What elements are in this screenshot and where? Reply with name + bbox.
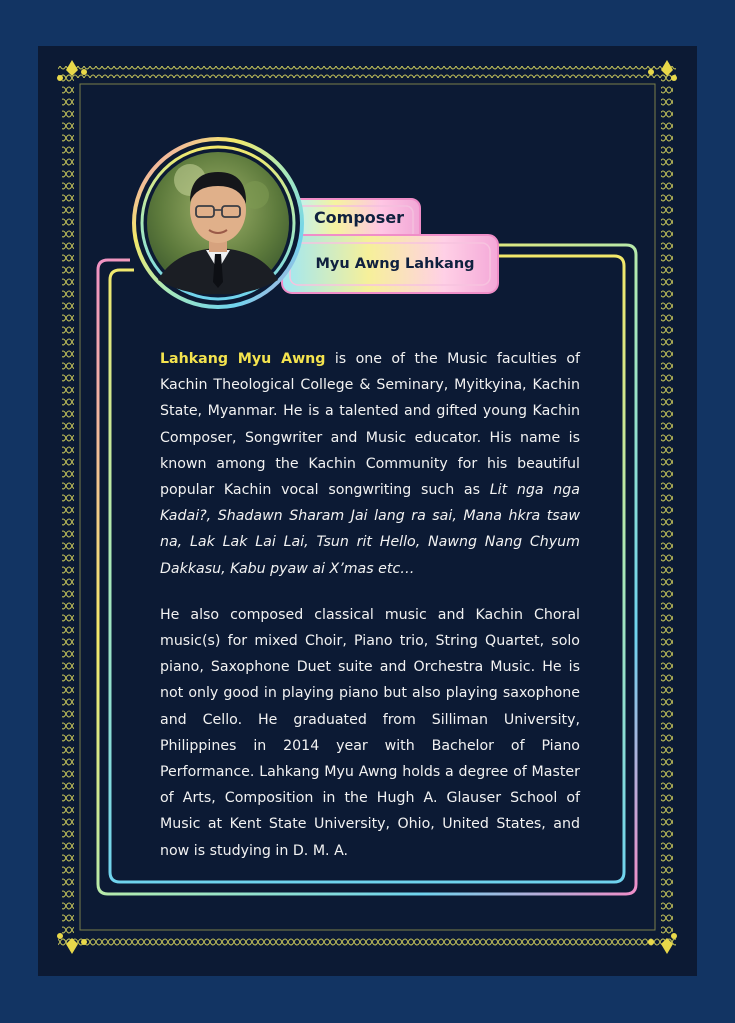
border-top: [58, 66, 676, 78]
bio-paragraph-1-text: is one of the Music faculties of Kachin Theological College & Seminary, Myitkyina, Kachin State, Myanmar. He is a talented and gifted young Kachin Composer, Songwriter and Music educator. His name is known among the Kachin Community for his beautiful popular Kachin vocal songwriting such as: [160, 351, 581, 499]
bio-paragraph-2: He also composed classical music and Kachin Choral music(s) for mixed Choir, Piano trio, String Quartet, solo piano, Saxophone Duet suite and Orchestra Music. He is not only good in playing piano but also playing saxophone and Cello. He graduated from Silliman University, Philippines in 2014 year with Bachelor of Piano Performance. Lahkang Myu Awng holds a degree of Master of Arts, Composition in the Hugh A. Glauser School of Music at Kent State University, Ohio, United States, and now is studying in D. M. A.: [160, 606, 580, 859]
border-right: [661, 72, 673, 942]
border-bottom: [58, 936, 676, 948]
border-left: [62, 72, 74, 942]
song-list: Lit nga nga Kadai?, Shadawn Sharam Jai lang ra sai, Mana hkra tsaw na, Lak Lak Lai Lai, Tsun rit Hello, Nawng Nang Chyum Dakkasu, Kabu pyaw ai X’mas etc…: [160, 482, 580, 577]
bio-paragraph-1: [160, 346, 580, 582]
role-label: Composer: [313, 208, 405, 227]
biography: [160, 346, 580, 864]
highlighted-name: Lahkang Myu Awng: [160, 351, 326, 367]
composer-name-label: Myu Awng Lahkang: [315, 256, 475, 272]
composer-portrait: [147, 152, 289, 294]
